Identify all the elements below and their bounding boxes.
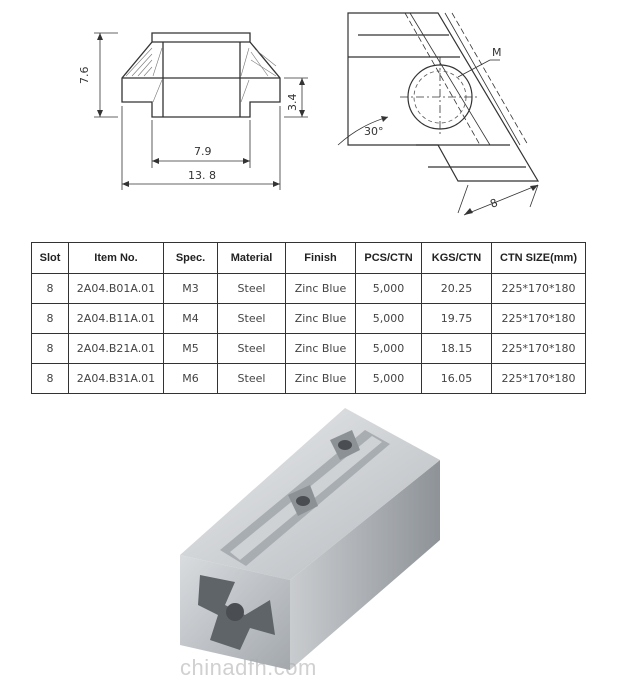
cell-item-no: 2A04.B31A.01: [69, 364, 164, 394]
table-row: [32, 364, 586, 394]
cell-material: Steel: [218, 364, 286, 394]
cell-pcs-ctn: 5,000: [356, 304, 422, 334]
cell-slot: 8: [32, 274, 69, 304]
header-finish: Finish: [286, 243, 356, 274]
cell-ctn-size: 225*170*180: [492, 364, 586, 394]
header-kgs-ctn: KGS/CTN: [422, 243, 492, 274]
cell-item-no: 2A04.B21A.01: [69, 334, 164, 364]
top-view-drawing: [330, 5, 560, 230]
dim-thread: M: [492, 46, 502, 59]
cell-slot: 8: [32, 334, 69, 364]
product-photo: [150, 400, 480, 690]
cell-finish: Zinc Blue: [286, 304, 356, 334]
table-row: [32, 304, 586, 334]
dim-width-total: 13. 8: [188, 169, 216, 182]
cell-ctn-size: 225*170*180: [492, 304, 586, 334]
header-slot: Slot: [32, 243, 69, 274]
cell-ctn-size: 225*170*180: [492, 334, 586, 364]
header-material: Material: [218, 243, 286, 274]
dim-width-inner: 7.9: [194, 145, 212, 158]
cell-spec: M3: [164, 274, 218, 304]
header-ctn-size: CTN SIZE(mm): [492, 243, 586, 274]
cell-kgs-ctn: 16.05: [422, 364, 492, 394]
section-view-drawing: [60, 18, 320, 193]
dim-height-lower: 3.4: [286, 93, 299, 111]
cell-finish: Zinc Blue: [286, 334, 356, 364]
cell-material: Steel: [218, 304, 286, 334]
header-item-no: Item No.: [69, 243, 164, 274]
cell-kgs-ctn: 18.15: [422, 334, 492, 364]
cell-pcs-ctn: 5,000: [356, 274, 422, 304]
dim-angle: 30°: [364, 125, 384, 138]
cell-spec: M6: [164, 364, 218, 394]
cell-material: Steel: [218, 274, 286, 304]
header-spec: Spec.: [164, 243, 218, 274]
watermark: chinadfh.com: [180, 655, 317, 680]
cell-slot: 8: [32, 364, 69, 394]
cell-item-no: 2A04.B11A.01: [69, 304, 164, 334]
cell-ctn-size: 225*170*180: [492, 274, 586, 304]
cell-item-no: 2A04.B01A.01: [69, 274, 164, 304]
spec-table: [31, 242, 586, 394]
header-pcs-ctn: PCS/CTN: [356, 243, 422, 274]
cell-spec: M4: [164, 304, 218, 334]
dim-width: 8: [488, 196, 500, 211]
cell-kgs-ctn: 20.25: [422, 274, 492, 304]
cell-finish: Zinc Blue: [286, 364, 356, 394]
nut-outline: [122, 33, 280, 117]
cell-pcs-ctn: 5,000: [356, 334, 422, 364]
table-header-row: [32, 243, 586, 274]
cell-pcs-ctn: 5,000: [356, 364, 422, 394]
dim-height-total: 7.6: [78, 66, 91, 84]
cell-spec: M5: [164, 334, 218, 364]
cell-finish: Zinc Blue: [286, 274, 356, 304]
table-row: [32, 274, 586, 304]
table-row: [32, 334, 586, 364]
cell-material: Steel: [218, 334, 286, 364]
cell-kgs-ctn: 19.75: [422, 304, 492, 334]
cell-slot: 8: [32, 304, 69, 334]
